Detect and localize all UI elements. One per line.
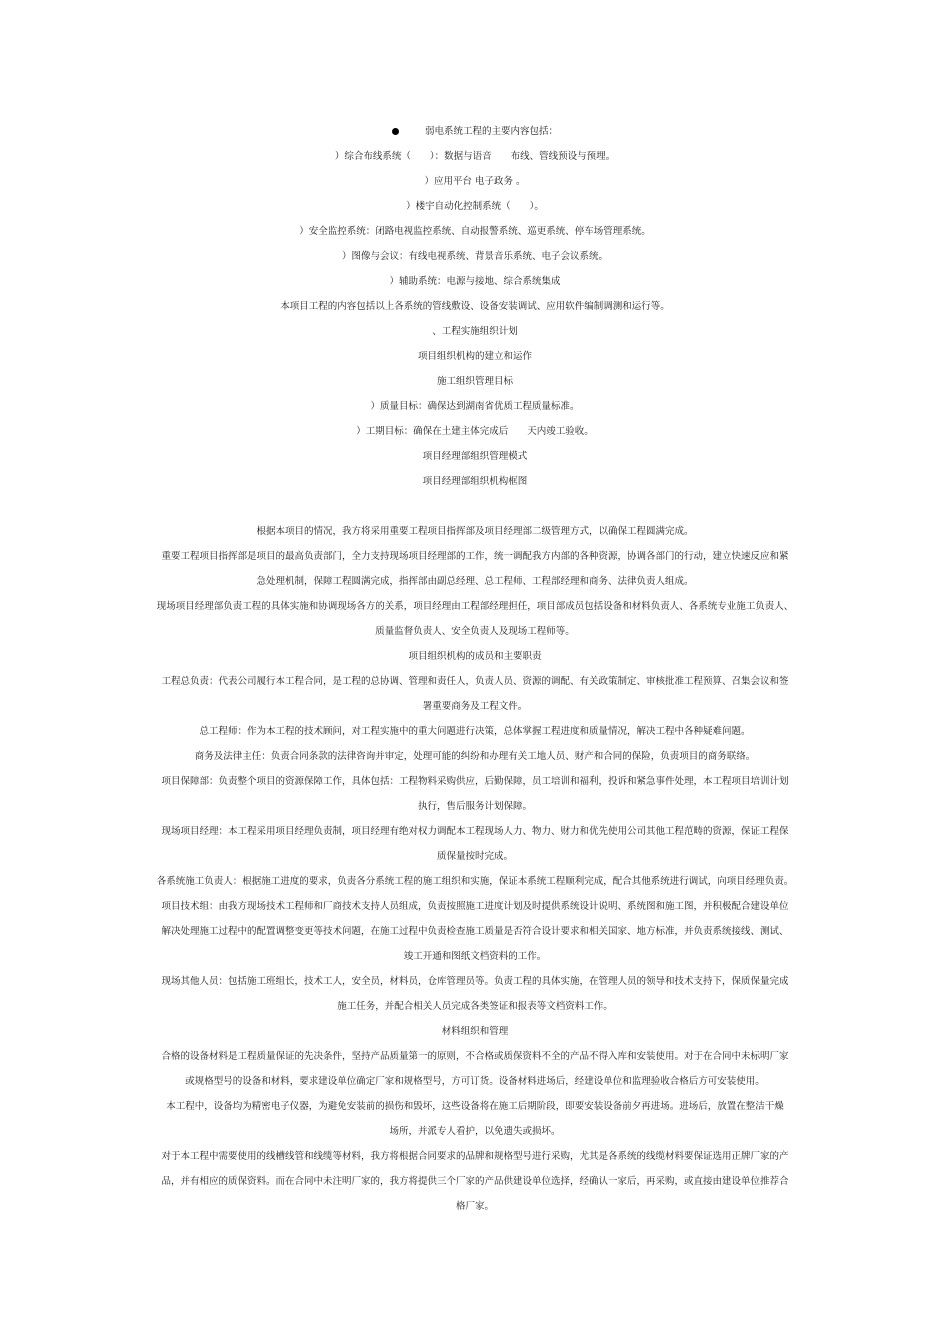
member-6: 各系统施工负责人：根据施工进度的要求，负责各分系统工程的施工组织和实施，保证本系统工程顺利完成，配合其他系统进行调试，向项目经理负责。 bbox=[156, 876, 794, 887]
goal-schedule: ）工期目标：确保在土建主体完成后 天内竣工验收。 bbox=[356, 426, 594, 437]
section-heading-plan: 、工程实施组织计划 bbox=[432, 326, 518, 337]
section-heading-goal: 施工组织管理目标 bbox=[436, 376, 513, 387]
mode-paragraph-1: 根据本项目的情况，我方将采用重要工程项目指挥部及项目经理部二级管理方式，以确保工程圆满完成。 bbox=[256, 526, 694, 537]
scope-item-1: ）综合布线系统（ ）：数据与语音 布线、管线预设与预埋。 bbox=[334, 151, 616, 162]
bullet-heading: 弱电系统工程的主要内容包括： bbox=[425, 126, 559, 137]
member-8-line-2: 施工任务，并配合相关人员完成各类签证和报表等文档资料工作。 bbox=[337, 1001, 613, 1012]
mode-paragraph-2-line-2: 急处理机制，保障工程圆满完成，指挥部由副总经理、总工程师、工程部经理和商务、法律负责人组成。 bbox=[256, 576, 694, 587]
scope-item-6: ）辅助系统：电源与接地、综合系统集成 bbox=[389, 276, 561, 287]
scope-item-5: ）图像与会议：有线电视系统、背景音乐系统、电子会议系统。 bbox=[341, 251, 608, 262]
section-heading-org: 项目组织机构的建立和运作 bbox=[417, 351, 532, 362]
materials-paragraph-3-line-3: 格厂家。 bbox=[455, 1201, 494, 1212]
member-1-line-1: 工程总负责：代表公司履行本工程合同，是工程的总协调、管理和责任人，负责人员、资源的调配、有关政策制定、审核批准工程预算、召集会议和签 bbox=[161, 676, 789, 687]
scope-item-4: ）安全监控系统：闭路电视监控系统、自动报警系统、巡更系统、停车场管理系统。 bbox=[299, 226, 651, 237]
member-2: 总工程师：作为本工程的技术顾问，对工程实施中的重大问题进行决策，总体掌握工程进度和质量情况，解决工程中各种疑难问题。 bbox=[199, 726, 751, 737]
member-4-line-1: 项目保障部：负责整个项目的资源保障工作，具体包括：工程物料采购供应，后勤保障，员工培训和福利，投诉和紧急事件处理，本工程项目培训计划 bbox=[161, 776, 789, 787]
scope-summary: 本项目工程的内容包括以上各系统的管线敷设、设备安装调试、应用软件编制调测和运行等。 bbox=[280, 301, 670, 312]
materials-paragraph-2-line-2: 场所，并派专人看护，以免遗失或损坏。 bbox=[389, 1126, 561, 1137]
mode-paragraph-2-line-1: 重要工程项目指挥部是项目的最高负责部门，全力支持现场项目经理部的工作，统一调配我方内部的各种资源，协调各部门的行动，建立快速反应和紧 bbox=[161, 551, 789, 562]
member-7-line-2: 解决处理施工过程中的配置调整变更等技术问题，在施工过程中负责检查施工质量是否符合设计要求和相关国家、地方标准，并负责系统接线、测试、 bbox=[161, 926, 789, 937]
section-heading-mode: 项目经理部组织管理模式 bbox=[422, 451, 528, 462]
bullet-icon bbox=[392, 128, 399, 135]
materials-paragraph-1-line-1: 合格的设备材料是工程质量保证的先决条件，坚持产品质量第一的原则，不合格或质保资料不全的产品不得入库和安装使用。对于在合同中未标明厂家 bbox=[161, 1051, 789, 1062]
member-4-line-2: 执行，售后服务计划保障。 bbox=[417, 801, 532, 812]
member-5-line-1: 现场项目经理：本工程采用项目经理负责制，项目经理有绝对权力调配本工程现场人力、物力、财力和优先使用公司其他工程范畴的资源，保证工程保 bbox=[161, 826, 789, 837]
member-7-line-1: 项目技术组：由我方现场技术工程师和厂商技术支持人员组成，负责按照施工进度计划及时提供系统设计说明、系统图和施工图，并积极配合建设单位 bbox=[161, 901, 789, 912]
section-heading-materials: 材料组织和管理 bbox=[441, 1026, 509, 1037]
member-3: 商务及法律主任：负责合同条款的法律咨询并审定，处理可能的纠纷和办理有关工地人员、财产和合同的保险，负责项目的商务联络。 bbox=[194, 751, 756, 762]
member-7-line-3: 竣工开通和图纸文档资料的工作。 bbox=[403, 951, 547, 962]
member-5-line-2: 质保量按时完成。 bbox=[436, 851, 513, 862]
mode-paragraph-3-line-2: 质量监督负责人、安全负责人及现场工程师等。 bbox=[375, 626, 575, 637]
goal-quality: ）质量目标：确保达到湖南省优质工程质量标准。 bbox=[370, 401, 580, 412]
member-8-line-1: 现场其他人员：包括施工班组长，技术工人，安全员，材料员，仓库管理员等。负责工程的具体实施，在管理人员的领导和技术支持下，保质保量完成 bbox=[161, 976, 789, 987]
materials-paragraph-2-line-1: 本工程中，设备均为精密电子仪器，为避免安装前的损伤和毁坏，这些设备将在施工后期阶段，即要安装设备前夕再进场。进场后，放置在整洁干燥 bbox=[166, 1101, 784, 1112]
scope-item-2: ）应用平台 电子政务 。 bbox=[424, 176, 526, 187]
materials-paragraph-1-line-2: 或规格型号的设备和材料，要求建设单位确定厂家和规格型号，方可订货。设备材料进场后，经建设单位和监理验收合格后方可安装使用。 bbox=[185, 1076, 765, 1087]
materials-paragraph-3-line-2: 品，并有相应的质保资料。而在合同中未注明厂家的，我方将提供三个厂家的产品供建设单位选择，经确认一家后，再采购，或直接由建设单位推荐合 bbox=[161, 1176, 789, 1187]
scope-item-3: ）楼宇自动化控制系统（ ）。 bbox=[406, 201, 544, 212]
materials-paragraph-3-line-1: 对于本工程中需要使用的线槽线管和线缆等材料，我方将根据合同要求的品牌和规格型号进行采购，尤其是各系统的线缆材料要保证选用正牌厂家的产 bbox=[161, 1151, 789, 1162]
section-heading-chart: 项目经理部组织机构框图 bbox=[422, 476, 528, 487]
member-1-line-2: 署重要商务及工程文件。 bbox=[422, 701, 528, 712]
mode-paragraph-3-line-1: 现场项目经理部负责工程的具体实施和协调现场各方的关系，项目经理由工程部经理担任，项目部成员包括设备和材料负责人、各系统专业施工负责人、 bbox=[156, 601, 794, 612]
section-heading-members: 项目组织机构的成员和主要职责 bbox=[408, 651, 542, 662]
